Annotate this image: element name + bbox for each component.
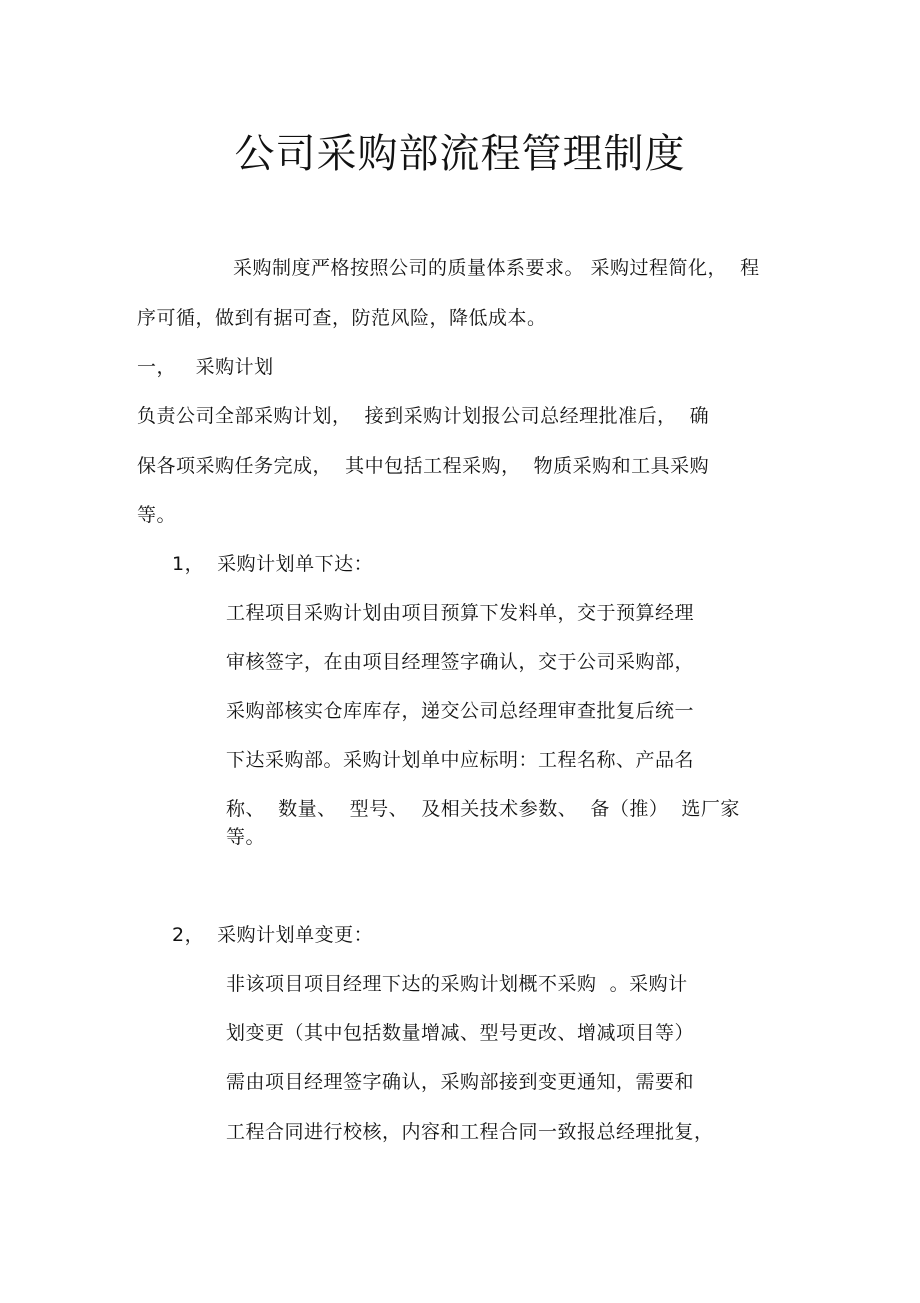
section-1-body-line-1: 负责公司全部采购计划， 接到采购计划报公司总经理批准后， 确 — [137, 405, 710, 427]
item-1-line-1: 工程项目采购计划由项目预算下发料单，交于预算经理 — [226, 602, 695, 624]
item-2-line-4: 工程合同进行校核，内容和工程合同一致报总经理批复， — [226, 1121, 714, 1143]
section-1-body-line-3: 等。 — [137, 504, 177, 526]
item-2-heading: 2， 采购计划单变更： — [172, 924, 374, 946]
item-1-line-2: 审核签字，在由项目经理签字确认，交于公司采购部， — [226, 651, 695, 673]
intro-line-2: 序可循，做到有据可查，防范风险，降低成本。 — [137, 307, 547, 329]
item-1-line-3: 采购部核实仓库库存，递交公司总经理审查批复后统一 — [226, 700, 695, 722]
section-1-heading: 一， 采购计划 — [137, 356, 274, 378]
section-1-body-line-2: 保各项采购任务完成， 其中包括工程采购， 物质采购和工具采购 — [137, 455, 710, 477]
item-1-line-4: 下达采购部。采购计划单中应标明：工程名称、产品名 — [226, 749, 695, 771]
item-1-line-5: 称、 数量、 型号、 及相关技术参数、 备（推） 选厂家 — [226, 798, 740, 820]
intro-line-1: 采购制度严格按照公司的质量体系要求。 采购过程简化， 程 — [233, 257, 760, 279]
item-2-line-3: 需由项目经理签字确认，采购部接到变更通知，需要和 — [226, 1071, 695, 1093]
item-2-line-1: 非该项目项目经理下达的采购计划概不采购 。采购计 — [226, 973, 688, 995]
item-1-line-6: 等。 — [226, 826, 266, 848]
document-title: 公司采购部流程管理制度 — [234, 131, 686, 177]
item-1-heading: 1， 采购计划单下达： — [172, 553, 374, 575]
item-2-line-2: 划变更（其中包括数量增减、型号更改、增减项目等） — [226, 1022, 695, 1044]
